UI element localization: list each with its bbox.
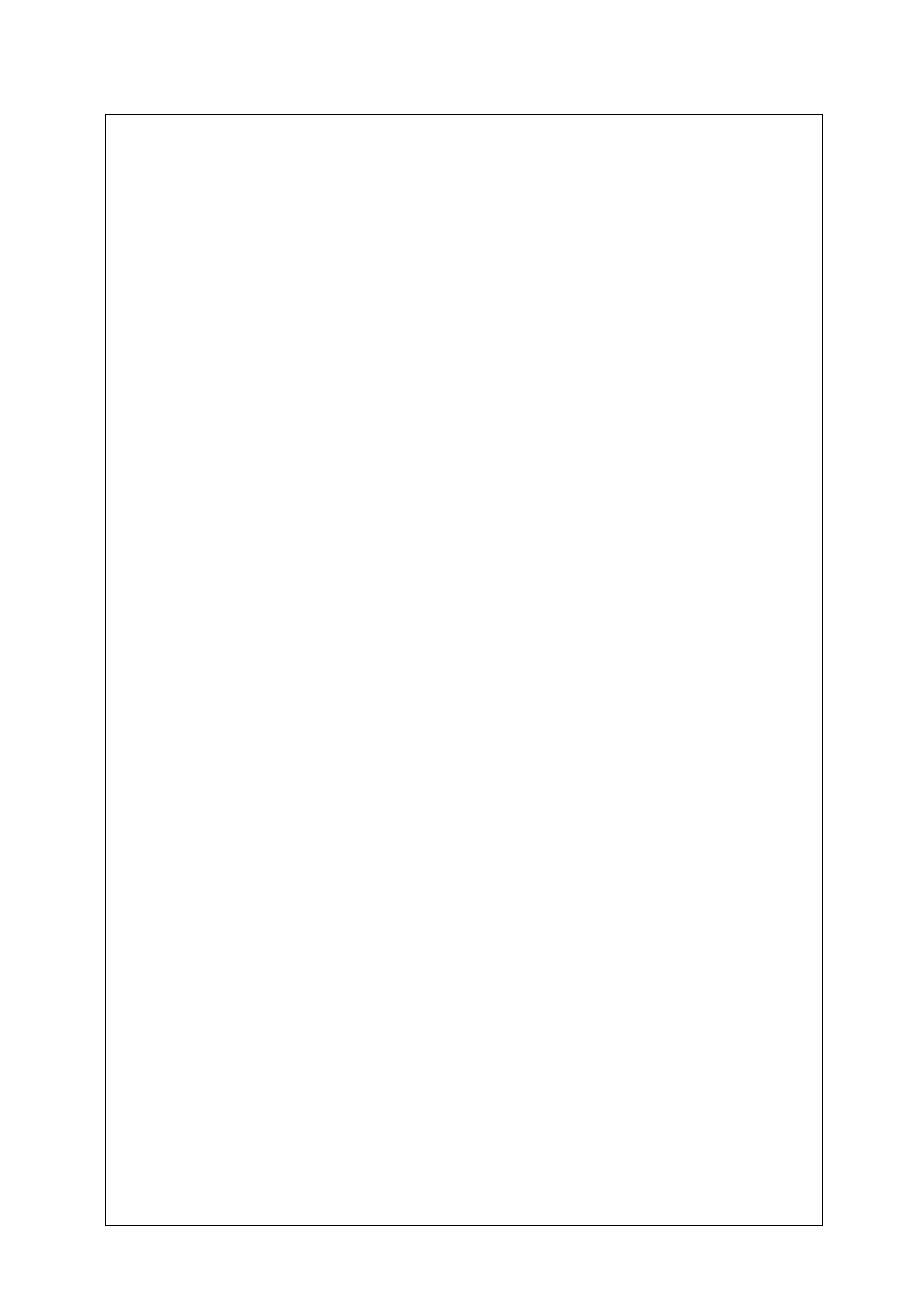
vocabulary-table (105, 114, 823, 1226)
